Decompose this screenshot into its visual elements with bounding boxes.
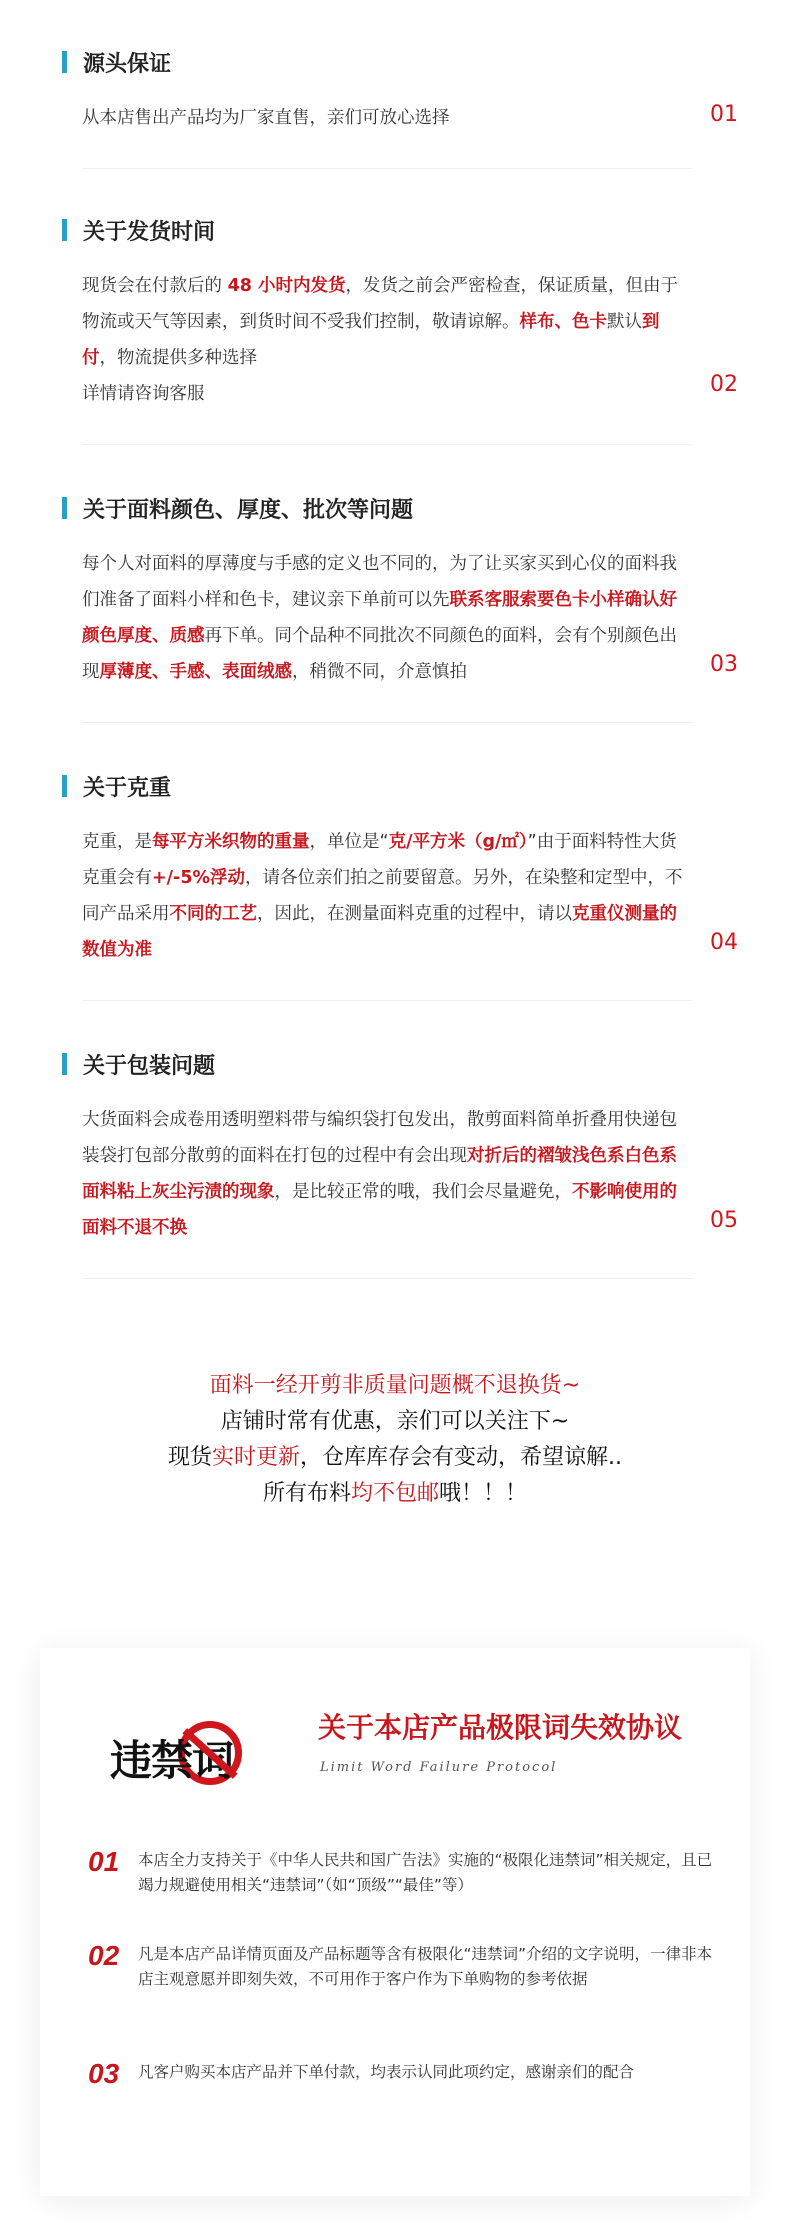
- section-title-text: 关于发货时间: [83, 219, 216, 245]
- notice-stock-post: ，仓库库存会有变动，希望谅解..: [300, 1445, 623, 1470]
- title-accent-bar: [62, 51, 67, 73]
- body-text: 每个人对面料的厚薄度与手感的定义也不同的，为了让买家买到心仪的面料我们准备了面料小样和色卡，建议亲下单前可以先: [82, 554, 677, 610]
- highlight-text: 对折后的褶皱浅色系白色系面料粘上灰尘污渍的现象: [82, 1146, 677, 1202]
- title-accent-bar: [62, 775, 67, 797]
- body-text: 再下单。同个品种不同批次不同颜色的面料，会有个别颜色出现: [82, 626, 677, 682]
- body-text: ”由于面料特性大货克重会有: [82, 832, 677, 888]
- body-text: 从本店售出产品均为厂家直售，亲们可放心选择: [82, 108, 450, 128]
- section-source-guarantee: [0, 48, 790, 168]
- body-text: 大货面料会成卷用透明塑料带与编织袋打包发出，散剪面料简单折叠用快递包装袋打包部分散剪的面料在打包的过程中有会出现: [82, 1110, 677, 1166]
- body-text: 详情请咨询客服: [82, 384, 205, 404]
- notice-no-return: 面料一经开剪非质量问题概不退换货~: [209, 1373, 581, 1398]
- section-shipping-time: [0, 216, 790, 446]
- highlight-text: 不影响使用的面料不退不换: [82, 1182, 677, 1238]
- section-body: [82, 546, 692, 690]
- section-body: [82, 100, 692, 136]
- section-body: [82, 1102, 692, 1246]
- rule-text: 本店全力支持关于《中华人民共和国广告法》实施的“极限化违禁词”相关规定，且已竭力规避使用相关“违禁词”（如“顶级”“最佳”等）: [138, 1851, 713, 1894]
- section-title: [62, 1050, 215, 1078]
- highlight-text: 不同的工艺: [169, 904, 257, 924]
- highlight-text: 克/平方米（g/㎡）: [388, 832, 528, 852]
- body-text: ，物流提供多种选择: [99, 348, 257, 368]
- section-divider: [82, 1000, 692, 1001]
- rule-text: 凡客户购买本店产品并下单付款，均表示认同此项约定，感谢亲们的配合: [138, 2063, 635, 2081]
- section-body: [82, 268, 692, 412]
- section-title: [62, 772, 171, 800]
- body-text: ，是比较正常的哦，我们会尽量避免，: [274, 1182, 572, 1202]
- body-text: ，因此，在测量面料克重的过程中，请以: [257, 904, 572, 924]
- logo-text: 违禁词: [110, 1736, 234, 1785]
- body-text: 默认: [607, 312, 642, 332]
- section-title-text: 关于克重: [83, 775, 172, 801]
- body-text: 现货会在付款后的: [82, 276, 228, 296]
- section-title: [62, 494, 413, 522]
- highlight-text: 样布、色卡: [519, 312, 607, 332]
- rule-number: 02: [88, 1940, 120, 1971]
- notice-stock-highlight: 实时更新: [212, 1445, 301, 1470]
- title-accent-bar: [62, 219, 67, 241]
- section-divider: [82, 722, 692, 723]
- notice-stock-pre: 现货: [167, 1445, 212, 1470]
- body-text: ，稍微不同，介意慎拍: [292, 662, 467, 682]
- notice-shipping-post: 哦！！！: [439, 1481, 528, 1506]
- notice-shipping: [0, 1476, 790, 1512]
- body-text: ，发货之前会严密检查，保证质量，但由于物流或天气等因素，到货时间不受我们控制，敬请谅解。: [82, 276, 679, 332]
- title-accent-bar: [62, 1053, 67, 1075]
- section-divider: [82, 1278, 692, 1279]
- section-weight: [0, 772, 790, 1002]
- section-fabric-color: [0, 494, 790, 724]
- rule-number: 01: [88, 1846, 120, 1877]
- body-text: ，请各位亲们拍之前要留意。另外，在染整和定型中，不同产品采用: [82, 868, 683, 924]
- agreement-title: 关于本店产品极限词失效协议: [318, 1711, 683, 1744]
- highlight-text: 联系客服索要色卡小样确认好颜色厚度、质感: [82, 590, 677, 646]
- section-number: 03: [710, 652, 738, 677]
- highlight-text: 克重仪测量的数值为准: [82, 904, 677, 960]
- section-number: 02: [710, 372, 738, 397]
- notice-shipping-highlight: 均不包邮: [350, 1481, 439, 1506]
- section-title: [62, 216, 215, 244]
- notice-shipping-pre: 所有布料: [262, 1481, 351, 1506]
- highlight-text: 厚薄度、手感、表面绒感: [99, 662, 292, 682]
- section-divider: [82, 444, 692, 445]
- agreement-subtitle: Limit Word Failure Protocol: [320, 1760, 558, 1775]
- section-number: 05: [710, 1208, 738, 1233]
- section-title-text: 关于面料颜色、厚度、批次等问题: [83, 497, 414, 523]
- store-notice: [0, 1368, 790, 1512]
- notice-discount: 店铺时常有优惠，亲们可以关注下~: [220, 1409, 570, 1434]
- section-title-text: 关于包装问题: [83, 1053, 216, 1079]
- section-body: [82, 824, 692, 968]
- body-text: ，单位是“: [309, 832, 389, 852]
- notice-stock: [0, 1440, 790, 1476]
- limit-word-agreement-card: [40, 1648, 750, 2196]
- rule-text: 凡是本店产品详情页面及产品标题等含有极限化“违禁词”介绍的文字说明，一律非本店主观意愿并即刻失效，不可用作于客户作为下单购物的参考依据: [138, 1945, 713, 1988]
- prohibited-words-logo: [110, 1718, 305, 1788]
- section-divider: [82, 168, 692, 169]
- rule-number: 03: [88, 2058, 120, 2089]
- highlight-text: 48 小时内发货: [227, 276, 346, 296]
- body-text: 克重，是: [82, 832, 152, 852]
- title-accent-bar: [62, 497, 67, 519]
- section-packaging: [0, 1050, 790, 1280]
- section-number: 04: [710, 930, 738, 955]
- highlight-text: +/-5%浮动: [152, 868, 246, 888]
- section-title: [62, 48, 171, 76]
- section-title-text: 源头保证: [83, 51, 172, 77]
- highlight-text: 到付: [82, 312, 660, 368]
- highlight-text: 每平方米织物的重量: [152, 832, 310, 852]
- section-number: 01: [710, 102, 738, 127]
